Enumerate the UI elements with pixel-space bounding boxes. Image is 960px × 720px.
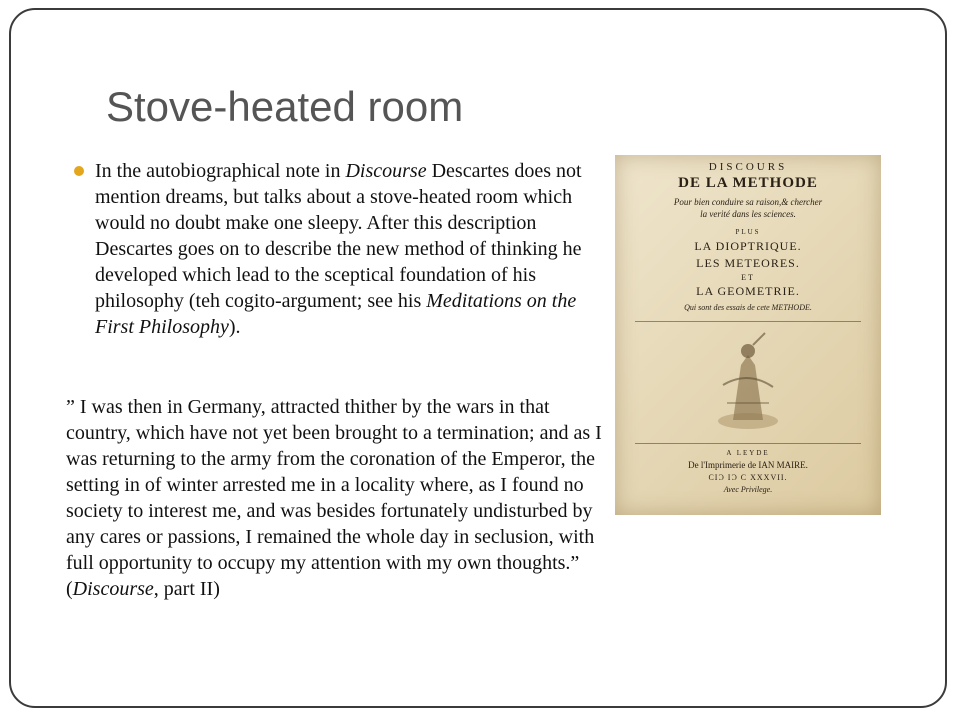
printer-emblem-icon [713, 325, 783, 435]
book-line: la verité dans les sciences. [700, 209, 796, 219]
slide-title: Stove-heated room [106, 83, 464, 130]
quote-block [66, 394, 602, 602]
meditations-title-italic: Meditations on the First Philosophy [95, 290, 577, 338]
bullet-text-part-2: Descartes does not mention dreams, but talks about a stove-heated room which would no doubt make one sleepy. After this description Descartes goes on to describe the new method of thinking he developed which lead to the sceptical foundation of his philosophy (teh cogito-argument; see his [95, 160, 582, 312]
book-line: De l'Imprimerie de IAN MAIRE. [688, 460, 808, 470]
quote-citation [66, 578, 220, 600]
citation-open: ( [66, 578, 73, 600]
book-line: LA GEOMETRIE. [696, 284, 800, 298]
book-line: LES METEORES. [696, 256, 800, 270]
book-rule [635, 321, 861, 322]
book-line: ET [741, 273, 755, 282]
quote-text: ” I was then in Germany, attracted thither by the wars in that country, which have not yet been brought to a termination; and as I was returning to the army from the coronation of the Emperor, the setting in of winter arrested me in a locality where, as I found no society to interest me, and was besides fortunately undisturbed by any cares or passions, I remained the whole day in seclusion, with full opportunity to occupy my attention with my own thoughts.” [66, 396, 602, 574]
book-line: PLUS [735, 228, 761, 236]
bullet-paragraph [95, 158, 595, 340]
book-line: DISCOURS [708, 161, 788, 173]
book-line: A LEYDE [726, 449, 770, 457]
bullet-text-part-3: ). [228, 316, 241, 338]
bullet-text-part-1: In the autobiographical note in [95, 160, 346, 182]
book-rule [635, 443, 861, 444]
book-line: Pour bien conduire sa raison,& chercher [673, 197, 823, 207]
book-line: LA DIOPTRIQUE. [694, 239, 802, 253]
citation-rest: , part II) [153, 578, 220, 600]
book-line: DE LA METHODE [678, 175, 818, 191]
citation-italic: Discourse [72, 578, 154, 600]
book-line: Avec Privilege. [723, 485, 773, 494]
discourse-title-italic: Discourse [345, 160, 427, 182]
book-line: CIƆ IƆ C XXXVII. [708, 473, 788, 482]
bullet-marker [74, 166, 84, 176]
book-line: Qui sont des essais de cete METHODE. [684, 303, 812, 312]
book-title-page-image [615, 155, 881, 515]
